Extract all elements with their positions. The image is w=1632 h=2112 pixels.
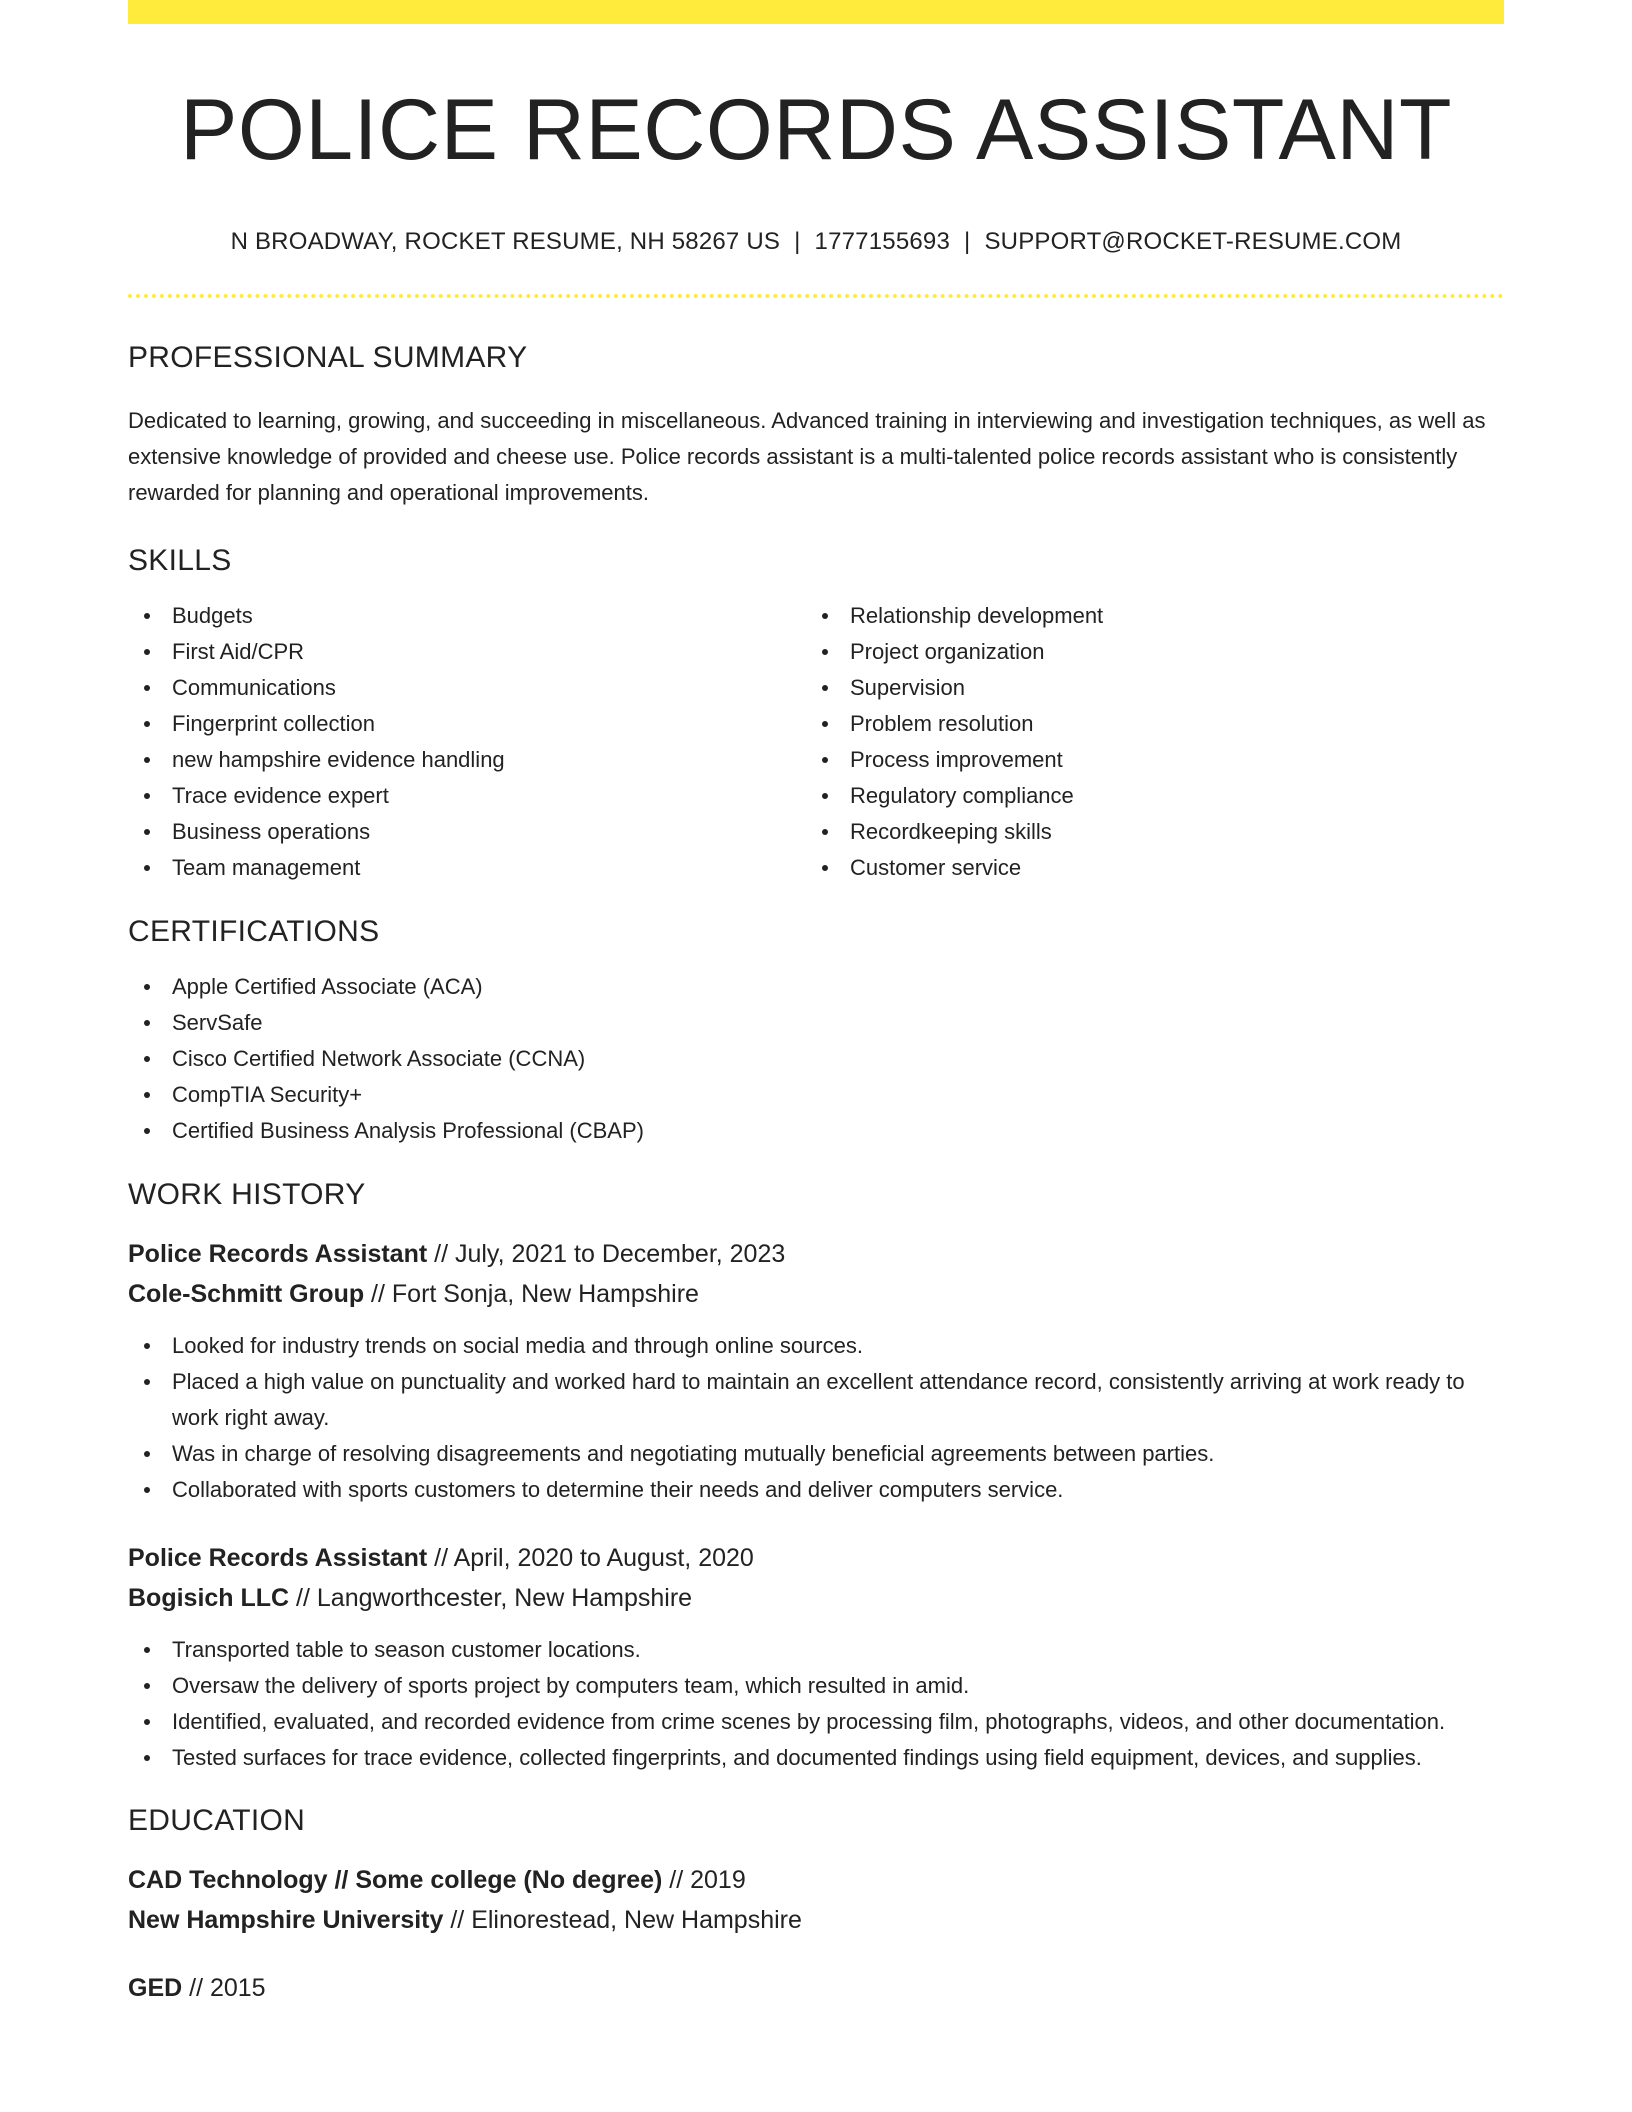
education-degree: GED xyxy=(128,1974,183,2003)
job-location: // Fort Sonja, New Hampshire xyxy=(364,1280,699,1309)
skill-item: First Aid/CPR xyxy=(128,634,806,670)
skill-item: Problem resolution xyxy=(806,706,1484,742)
job-bullet: Tested surfaces for trace evidence, collected fingerprints, and documented findings using field equipment, devices, and supplies. xyxy=(128,1740,1504,1776)
skill-item: Budgets xyxy=(128,598,806,634)
skill-item: Customer service xyxy=(806,850,1484,886)
job-company: Bogisich LLC xyxy=(128,1584,290,1613)
skill-item: Business operations xyxy=(128,814,806,850)
skill-item: Trace evidence expert xyxy=(128,778,806,814)
skill-item: Regulatory compliance xyxy=(806,778,1484,814)
skill-item: Supervision xyxy=(806,670,1484,706)
skill-item: Fingerprint collection xyxy=(128,706,806,742)
contact-address: N BROADWAY, ROCKET RESUME, NH 58267 US xyxy=(230,228,781,256)
job-entry xyxy=(128,1538,1504,1776)
contact-separator: | xyxy=(964,228,971,256)
contact-phone: 1777155693 xyxy=(814,228,951,256)
job-location: // Langworthcester, New Hampshire xyxy=(289,1584,693,1613)
section-title-work-history: WORK HISTORY xyxy=(128,1178,366,1212)
summary-text: Dedicated to learning, growing, and succeeding in miscellaneous. Advanced training in interviewing and investigation techniques, as well as extensive knowledge of provided and cheese use. Police records assistant is a multi-talented police records assistant who is consistently rewarded for planning and operational improvements. xyxy=(128,408,1486,506)
certification-item: Apple Certified Associate (ACA) xyxy=(128,969,1504,1005)
skills-column-left xyxy=(128,598,806,886)
education-degree-line xyxy=(128,1968,1504,2008)
skill-item: new hampshire evidence handling xyxy=(128,742,806,778)
section-title-summary: PROFESSIONAL SUMMARY xyxy=(128,341,528,375)
job-dates: // April, 2020 to August, 2020 xyxy=(427,1544,754,1573)
job-dates: // July, 2021 to December, 2023 xyxy=(427,1240,786,1269)
job-entry xyxy=(128,1234,1504,1508)
contact-line xyxy=(128,226,1504,257)
skill-item: Process improvement xyxy=(806,742,1484,778)
education-year: // 2019 xyxy=(662,1866,746,1895)
contact-email: SUPPORT@ROCKET-RESUME.COM xyxy=(984,228,1402,256)
education-degree-line xyxy=(128,1860,1504,1900)
resume-page xyxy=(128,0,1504,2008)
job-company-line xyxy=(128,1274,1504,1314)
job-company-line xyxy=(128,1578,1504,1618)
contact-separator: | xyxy=(794,228,801,256)
section-title-education: EDUCATION xyxy=(128,1804,306,1838)
certification-item: Cisco Certified Network Associate (CCNA) xyxy=(128,1041,1504,1077)
dotted-divider xyxy=(128,294,1504,298)
job-bullet: Identified, evaluated, and recorded evidence from crime scenes by processing film, photographs, videos, and other documentation. xyxy=(128,1704,1504,1740)
top-accent-bar xyxy=(128,0,1504,24)
job-company: Cole-Schmitt Group xyxy=(128,1280,365,1309)
job-bullet: Looked for industry trends on social media and through online sources. xyxy=(128,1328,1504,1364)
job-role-line xyxy=(128,1234,1504,1274)
education-degree: CAD Technology // Some college (No degree) xyxy=(128,1866,663,1895)
education-year: // 2015 xyxy=(182,1974,266,2003)
resume-name: POLICE RECORDS ASSISTANT xyxy=(179,82,1453,178)
skill-item: Communications xyxy=(128,670,806,706)
skills-grid xyxy=(128,598,1504,886)
job-bullet: Placed a high value on punctuality and worked hard to maintain an excellent attendance record, consistently arriving at work ready to work right away. xyxy=(128,1364,1504,1436)
job-role: Police Records Assistant xyxy=(128,1240,428,1269)
skills-column-right xyxy=(806,598,1484,886)
education-school-line xyxy=(128,1900,1504,1940)
skill-item: Team management xyxy=(128,850,806,886)
education-location: // Elinorestead, New Hampshire xyxy=(443,1906,802,1935)
education-entry xyxy=(128,1860,1504,1940)
job-bullet: Was in charge of resolving disagreements and negotiating mutually beneficial agreements between parties. xyxy=(128,1436,1504,1472)
job-bullets xyxy=(128,1328,1504,1508)
education-school: New Hampshire University xyxy=(128,1906,444,1935)
section-title-skills: SKILLS xyxy=(128,544,232,578)
skill-item: Relationship development xyxy=(806,598,1484,634)
job-role-line xyxy=(128,1538,1504,1578)
job-bullets xyxy=(128,1632,1504,1776)
job-bullet: Transported table to season customer locations. xyxy=(128,1632,1504,1668)
certification-item: CompTIA Security+ xyxy=(128,1077,1504,1113)
certifications-list xyxy=(128,969,1504,1149)
education-entry xyxy=(128,1968,1504,2008)
section-title-certifications: CERTIFICATIONS xyxy=(128,915,380,949)
certification-item: ServSafe xyxy=(128,1005,1504,1041)
job-bullet: Collaborated with sports customers to determine their needs and deliver computers service. xyxy=(128,1472,1504,1508)
skill-item: Recordkeeping skills xyxy=(806,814,1484,850)
certification-item: Certified Business Analysis Professional (CBAP) xyxy=(128,1113,1504,1149)
job-bullet: Oversaw the delivery of sports project by computers team, which resulted in amid. xyxy=(128,1668,1504,1704)
job-role: Police Records Assistant xyxy=(128,1544,428,1573)
skill-item: Project organization xyxy=(806,634,1484,670)
